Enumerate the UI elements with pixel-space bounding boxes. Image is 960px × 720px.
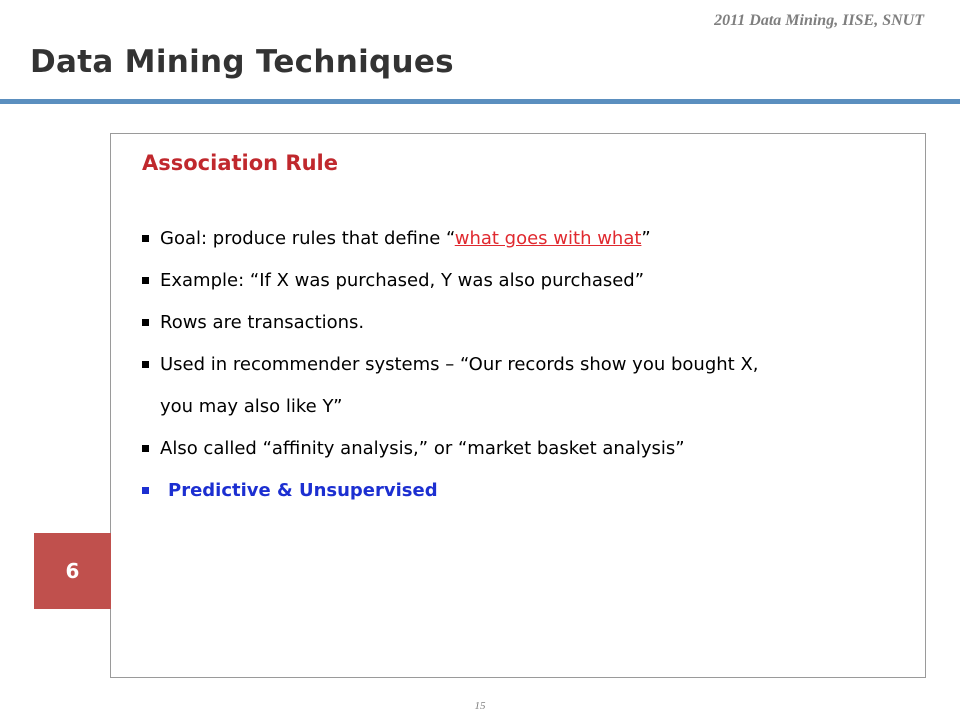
bullet-text-line2: you may also like Y” bbox=[160, 396, 343, 417]
highlight-link[interactable]: what goes with what bbox=[454, 228, 642, 249]
bullet-item-recommender bbox=[142, 344, 892, 428]
bullet-item-example bbox=[142, 260, 892, 302]
bullet-item-predictive bbox=[142, 470, 892, 512]
page-number: 15 bbox=[474, 700, 486, 712]
slide-title: Data Mining Techniques bbox=[30, 44, 454, 80]
bullet-item-rows bbox=[142, 302, 892, 344]
bullet-text: Also called “affinity analysis,” or “market basket analysis” bbox=[160, 438, 685, 459]
bullet-item-goal bbox=[142, 218, 892, 260]
square-bullet-icon bbox=[142, 277, 149, 284]
bullet-item-also-called bbox=[142, 428, 892, 470]
square-bullet-icon bbox=[142, 445, 149, 452]
bullet-goal-suffix: ” bbox=[641, 228, 651, 249]
course-header: 2011 Data Mining, IISE, SNUT bbox=[714, 12, 924, 29]
square-bullet-icon bbox=[142, 361, 149, 368]
title-divider bbox=[0, 99, 960, 104]
square-bullet-icon bbox=[142, 319, 149, 326]
bullet-text-line1: Used in recommender systems – “Our records show you bought X, bbox=[160, 354, 759, 375]
section-heading: Association Rule bbox=[142, 151, 338, 175]
bullet-goal-prefix: Goal: produce rules that define “ bbox=[160, 228, 455, 249]
square-bullet-icon bbox=[142, 235, 149, 242]
bullet-text: Rows are transactions. bbox=[160, 312, 365, 333]
bullet-text: Example: “If X was purchased, Y was also purchased” bbox=[160, 270, 645, 291]
bullet-list bbox=[142, 218, 892, 512]
bullet-text: Predictive & Unsupervised bbox=[168, 480, 438, 501]
square-bullet-icon bbox=[142, 487, 149, 494]
section-number-tag: 6 bbox=[34, 533, 111, 609]
